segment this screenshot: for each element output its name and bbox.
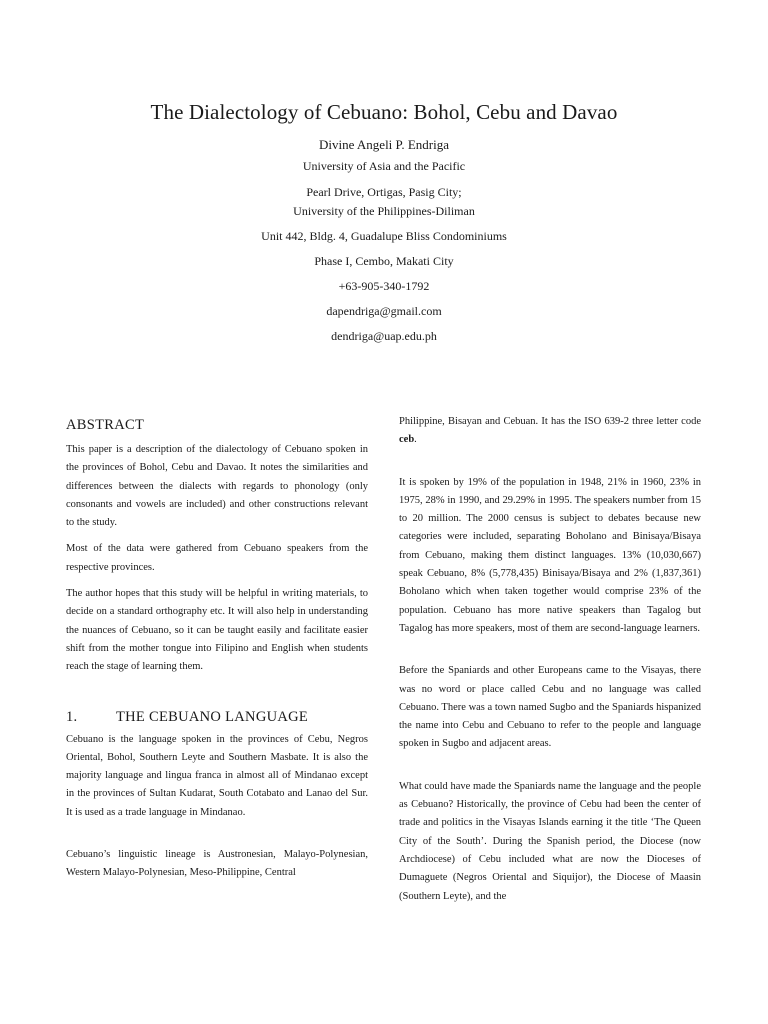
abstract-paragraph: Most of the data were gathered from Cebuano speakers from the respective provinces. xyxy=(66,543,368,573)
left-column xyxy=(66,414,368,883)
body-paragraph: Cebuano is the language spoken in the provinces of Cebu, Negros Oriental, Bohol, Southern Leyte and Southern Masbate. It is also the majority language and lingua franca in almost all of Mindanao except in the provinces of Sultan Kudarat, South Cotabato and Lanao del Sur. It is used as a trade language in Mindanao. xyxy=(66,733,368,818)
iso-code: ceb xyxy=(399,434,415,446)
right-column xyxy=(399,413,701,906)
iso-text: Philippine, Bisayan and Cebuan. It has the ISO 639-2 three letter code xyxy=(399,416,701,427)
section-number: 1. xyxy=(66,708,78,725)
affiliation-line: Pearl Drive, Ortigas, Pasig City; xyxy=(306,185,462,199)
email-address: dapendriga@gmail.com xyxy=(326,304,442,318)
section-title: THE CEBUANO LANGUAGE xyxy=(116,708,309,725)
affiliation-line: Phase I, Cembo, Makati City xyxy=(314,254,454,268)
phone-number: +63-905-340-1792 xyxy=(338,279,430,293)
iso-end: . xyxy=(414,434,417,446)
affiliation-line: Unit 442, Bldg. 4, Guadalupe Bliss Condominiums xyxy=(261,229,507,243)
author-name: Divine Angeli P. Endriga xyxy=(319,137,449,152)
affiliation-line: University of Asia and the Pacific xyxy=(302,159,466,173)
affiliation-line: University of the Philippines-Diliman xyxy=(293,204,475,218)
body-paragraph xyxy=(399,413,701,450)
abstract-heading: ABSTRACT xyxy=(66,417,145,433)
body-paragraph: What could have made the Spaniards name the language and the people as Cebuano? Historically, the province of Cebu had been the center of trade and politics in the Visayas Islands earning it the title ‘The Queen City of the South’. During the Spanish period, the Diocese (now Archdiocese) of Cebu included what are now the Dioceses of Dumaguete (Negros Oriental and Siquijor), the Diocese of Maasin (Southern Leyte), and the xyxy=(399,780,701,902)
section-heading xyxy=(66,707,368,727)
body-paragraph: It is spoken by 19% of the population in 1948, 21% in 1960, 23% in 1975, 28% in 1990, and 29.29% in 1995. The speakers number from 15 to 20 million. The 2000 census is subject to debates because new categories were included, separating Boholano and Binisaya/Bisaya from Cebuano, making them distinct languages. 13% (10,030,667) speak Cebuano, 8% (5,778,435) Binisaya/Bisaya and 2% (1,837,361) Boholano which when taken together would comprise 23% of the population. Cebuano has more native speakers than Tagalog but Tagalog has more speakers, most of them are second-language learners. xyxy=(399,476,701,634)
email-address: dendriga@uap.edu.ph xyxy=(331,329,437,343)
paper-title: The Dialectology of Cebuano: Bohol, Cebu and Davao xyxy=(150,100,618,124)
body-paragraph: Cebuano’s linguistic lineage is Austronesian, Malayo-Polynesian, Western Malayo-Polynesian, Meso-Philippine, Central xyxy=(66,849,368,879)
abstract-paragraph: The author hopes that this study will be helpful in writing materials, to decide on a standard orthography etc. It will also help in understanding the nuances of Cebuano, so it can be taught easily and facilitate easier shift from the mother tongue into Filipino and English when students reach the stage of learning them. xyxy=(66,588,368,673)
body-paragraph: Before the Spaniards and other Europeans came to the Visayas, there was no word or place called Cebu and no language was called Cebuano. There was a town named Sugbo and the Spaniards hispanized the name into Cebu and Cebuano to refer to the people and language spoken in Sugbo and adjacent areas. xyxy=(399,665,701,750)
abstract-paragraph: This paper is a description of the dialectology of Cebuano spoken in the provinces of Bohol, Cebu and Davao. It notes the similarities and differences between the dialects with regards to phonology (only consonants and vowels are included) and other constructions relevant to the study. xyxy=(66,444,368,529)
